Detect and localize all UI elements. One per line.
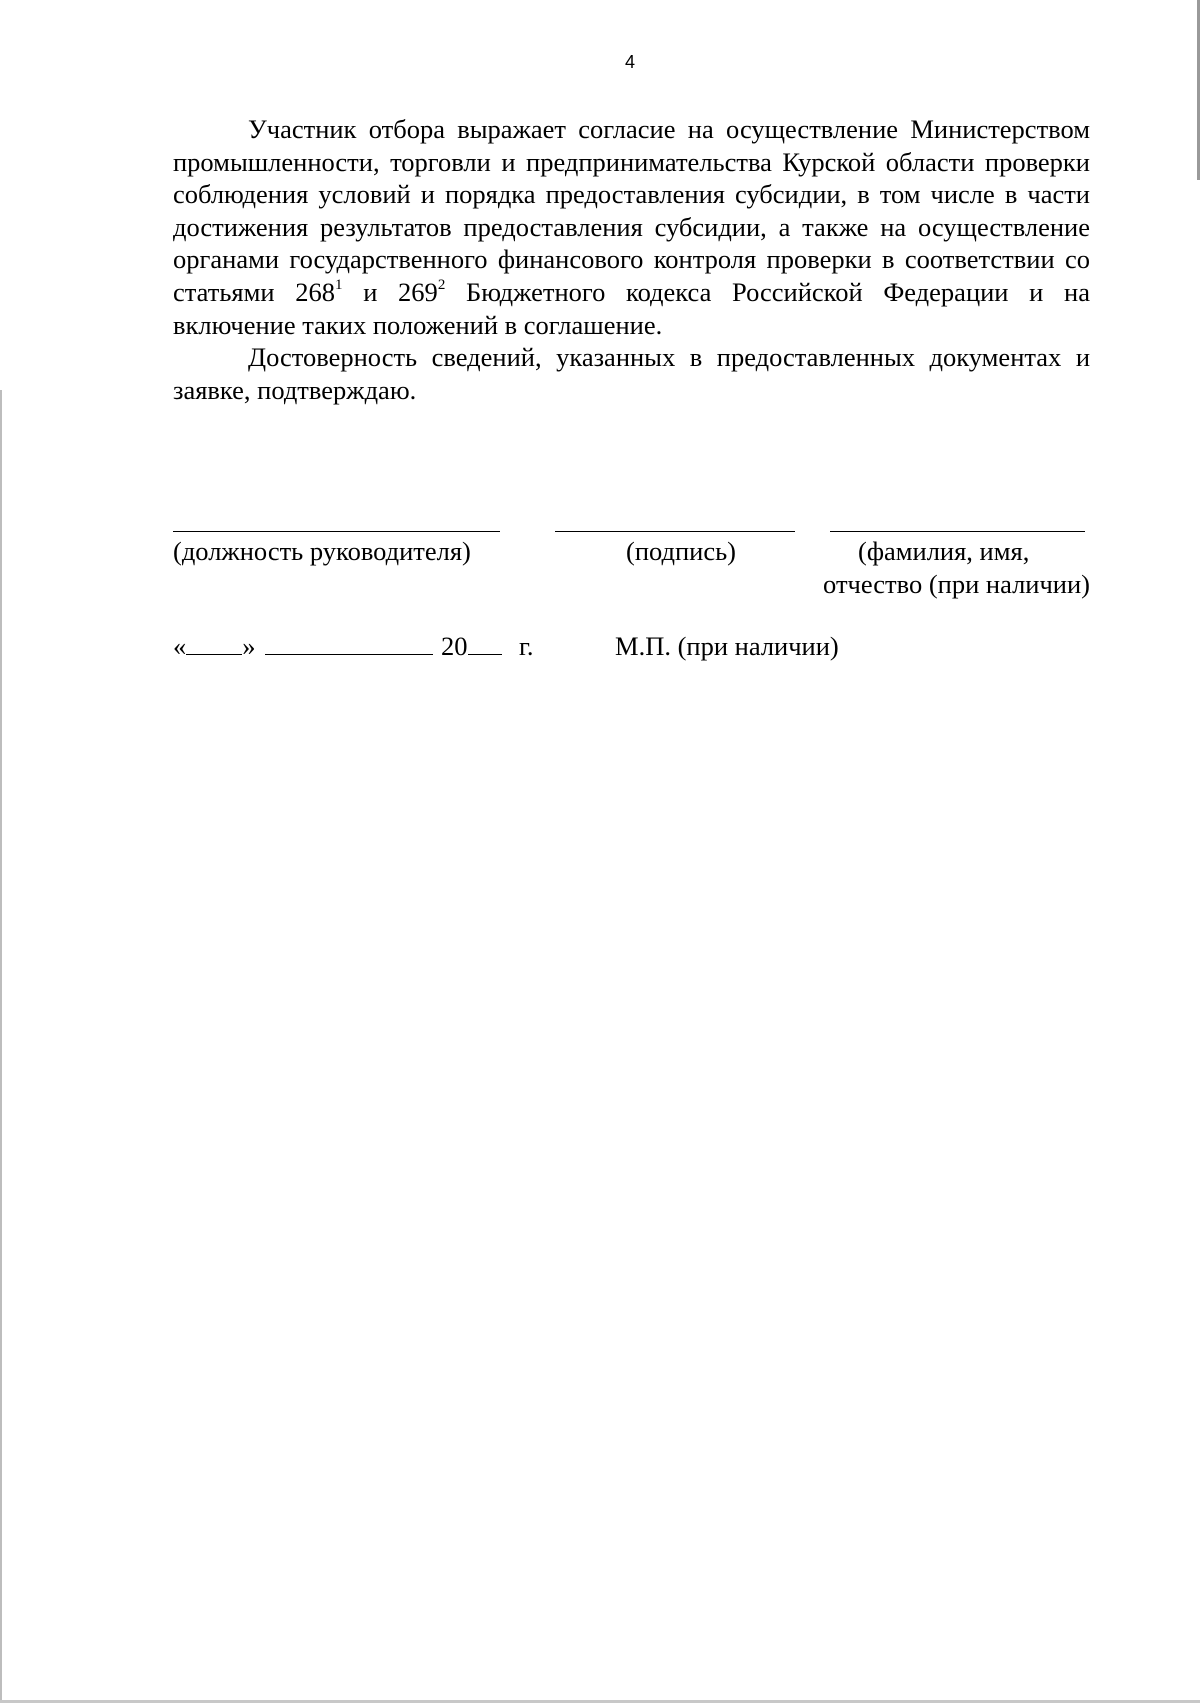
scan-edge-left: [0, 390, 2, 1703]
full-name-label-line1: (фамилия, имя,: [858, 536, 1030, 566]
consent-text: [173, 113, 1090, 406]
day-blank: [186, 630, 242, 655]
stamp-label: М.П. (при наличии): [615, 631, 839, 661]
article-superscript-1: 1: [335, 277, 343, 294]
position-signature-line: [173, 531, 500, 532]
consent-text-middle: и 269: [342, 276, 438, 307]
year-field: [441, 630, 502, 662]
page-number: 4: [624, 52, 635, 72]
year-suffix: г.: [519, 631, 534, 661]
consent-text-start: Участник отбора выражает согласие на осуществление Министерством промышленности, торговли и предпринимательства Курской области проверки соблюдения условий и порядка предоставления субсидии, в том числе в части достижения результатов предоставления субсидии, а также на осуществление органами государственного финансового контроля проверки в соответствии со статьями 268: [173, 114, 1090, 307]
position-label: (должность руководителя): [173, 536, 471, 566]
consent-text-end: Бюджетного кодекса Российской Федерации и на включение таких положений в соглашение.: [173, 276, 1090, 340]
year-blank: [468, 630, 502, 655]
full-name-signature-line: [830, 531, 1085, 532]
signature-line: [555, 531, 795, 532]
date-row: [173, 630, 256, 662]
month-blank: [265, 630, 433, 655]
date-close-quote: »: [242, 631, 256, 661]
year-prefix: 20: [441, 631, 468, 661]
signature-label: (подпись): [626, 536, 737, 566]
date-open-quote: «: [173, 631, 187, 661]
confirmation-paragraph: Достоверность сведений, указанных в предоставленных документах и заявке, подтверждаю.: [173, 342, 1090, 405]
full-name-label-line2: отчество (при наличии): [823, 569, 1090, 599]
article-superscript-2: 2: [437, 277, 446, 294]
consent-paragraph: [173, 113, 1090, 341]
month-blank-wrap: [265, 630, 433, 662]
